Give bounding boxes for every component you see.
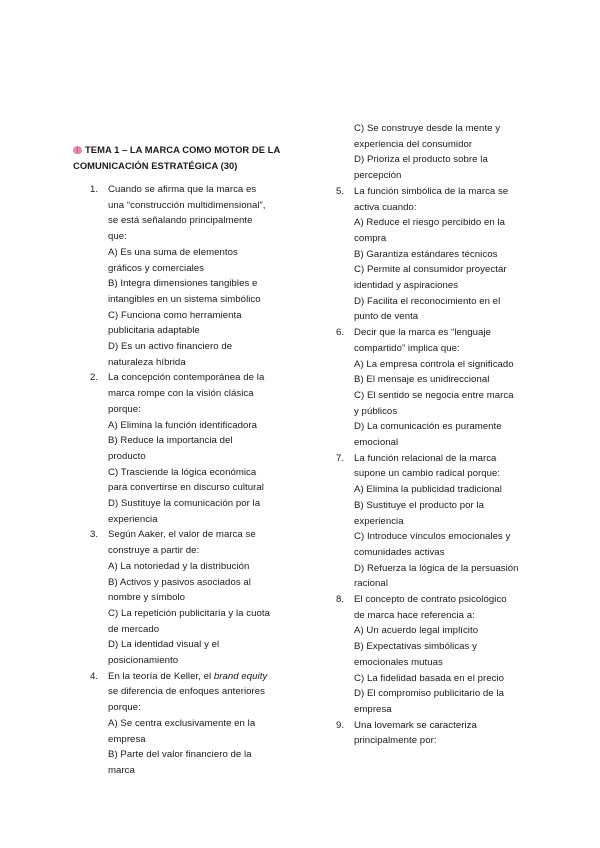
answer-option: de mercado: [108, 623, 160, 635]
answer-option: marca: [108, 764, 135, 776]
question-text: construye a partir de:: [108, 545, 200, 557]
answer-option: B) El mensaje es unidireccional: [354, 374, 490, 386]
answer-option: posicionamiento: [108, 655, 179, 666]
question-text: Según Aaker, el valor de marca se: [108, 529, 256, 541]
question-text: El concepto de contrato psicológico: [354, 594, 507, 605]
question-text: activa cuando:: [354, 201, 417, 213]
answer-option: empresa: [108, 733, 146, 745]
answer-option: experiencia: [108, 513, 158, 525]
answer-option: B) Expectativas simbólicas y: [354, 641, 477, 653]
answer-option: C) La repetición publicitaria y la cuota: [108, 607, 270, 619]
answer-option: A) Es una suma de elementos: [108, 246, 238, 258]
question-text: una “construcción multidimensional”,: [108, 199, 266, 211]
answer-option: empresa: [354, 703, 392, 715]
answer-option: producto: [108, 450, 146, 462]
question-number: 9.: [336, 719, 345, 731]
question-text: de marca hace referencia a:: [354, 609, 475, 621]
answer-option: intangibles en un sistema simbólico: [108, 293, 261, 305]
answer-option: A) La empresa controla el significado: [354, 358, 514, 370]
answer-option: D) Facilita el reconocimiento en el: [354, 295, 501, 307]
answer-option: C) Introduce vínculos emocionales y: [354, 531, 511, 543]
question-text: se está señalando principalmente: [108, 215, 253, 227]
question-text: porque:: [108, 702, 141, 714]
question-number: 8.: [336, 594, 345, 605]
answer-option: emocional: [354, 437, 399, 448]
question-text: que:: [108, 231, 127, 243]
answer-option: naturaleza híbrida: [108, 356, 186, 368]
section-title-line2: COMUNICACIÓN ESTRATÉGICA (30): [73, 160, 238, 171]
question-text: La función relacional de la marca: [354, 452, 497, 464]
answer-option: C) Se construye desde la mente y: [354, 123, 501, 134]
question-number: 1.: [90, 184, 99, 195]
answer-option: B) Parte del valor financiero de la: [108, 749, 252, 761]
question-number: 6.: [336, 327, 345, 339]
answer-option: para convertirse en discurso cultural: [108, 482, 264, 494]
answer-option: A) La notoriedad y la distribución: [108, 560, 250, 572]
question-text: La función simbólica de la marca se: [354, 185, 509, 197]
question-text: se diferencia de enfoques anteriores: [108, 686, 266, 698]
brain-icon: [73, 146, 82, 154]
answer-option: punto de venta: [354, 311, 419, 323]
question-text: Decir que la marca es “lenguaje: [354, 327, 491, 339]
answer-option: B) Sustituye el producto por la: [354, 499, 485, 511]
answer-option: D) El compromiso publicitario de la: [354, 688, 504, 700]
answer-option: A) Un acuerdo legal implícito: [354, 625, 479, 637]
answer-option: B) Garantiza estándares técnicos: [354, 248, 498, 260]
answer-option: experiencia: [354, 515, 404, 527]
answer-option: C) Permite al consumidor proyectar: [354, 264, 507, 276]
answer-option: A) Se centra exclusivamente en la: [108, 717, 256, 729]
answer-option: experiencia del consumidor: [354, 138, 473, 150]
answer-option: D) Refuerza la lógica de la persuasión: [354, 562, 519, 574]
answer-option: D) La comunicación es puramente: [354, 421, 502, 433]
answer-option: racional: [354, 578, 388, 590]
answer-option: identidad y aspiraciones: [354, 280, 459, 291]
answer-option: B) Activos y pasivos asociados al: [108, 576, 251, 588]
answer-option: A) Elimina la publicidad tradicional: [354, 484, 502, 496]
answer-option: A) Reduce el riesgo percibido en la: [354, 217, 506, 229]
section-title: TEMA 1 – LA MARCA COMO MOTOR DE LA: [73, 144, 280, 156]
answer-option: comunidades activas: [354, 546, 445, 558]
question-text: marca rompe con la visión clásica: [108, 388, 254, 400]
answer-option: B) Integra dimensiones tangibles e: [108, 278, 258, 290]
answer-option: nombre y símbolo: [108, 592, 186, 604]
answer-option: y públicos: [354, 405, 398, 417]
question-number: 5.: [336, 185, 345, 197]
question-number: 4.: [90, 670, 99, 682]
answer-option: D) Es un activo financiero de: [108, 341, 233, 352]
question-text: supone un cambio radical porque:: [354, 468, 501, 480]
answer-option: A) Elimina la función identificadora: [108, 419, 257, 431]
question-text: En la teoría de Keller, el brand equity: [108, 670, 268, 682]
answer-option: emocionales mutuas: [354, 656, 443, 668]
question-text: compartido” implica que:: [354, 342, 460, 354]
question-number: 2.: [90, 372, 99, 384]
question-text: Una lovemark se caracteriza: [354, 719, 477, 731]
question-text: La concepción contemporánea de la: [108, 372, 265, 384]
question-text: principalmente por:: [354, 735, 437, 747]
question-text: Cuando se afirma que la marca es: [108, 184, 257, 195]
answer-option: C) La fidelidad basada en el precio: [354, 672, 505, 684]
answer-option: C) Trasciende la lógica económica: [108, 466, 257, 478]
answer-option: D) La identidad visual y el: [108, 639, 220, 651]
answer-option: publicitaria adaptable: [108, 325, 200, 337]
answer-option: percepción: [354, 170, 402, 182]
answer-option: D) Sustituye la comunicación por la: [108, 498, 261, 509]
answer-option: gráficos y comerciales: [108, 262, 205, 274]
question-text: porque:: [108, 403, 141, 415]
answer-option: C) El sentido se negocia entre marca: [354, 389, 514, 401]
answer-option: C) Funciona como herramienta: [108, 309, 242, 321]
answer-option: B) Reduce la importancia del: [108, 435, 233, 447]
answer-option: compra: [354, 232, 387, 244]
question-number: 7.: [336, 452, 345, 464]
question-number: 3.: [90, 529, 99, 541]
answer-option: D) Prioriza el producto sobre la: [354, 154, 488, 166]
